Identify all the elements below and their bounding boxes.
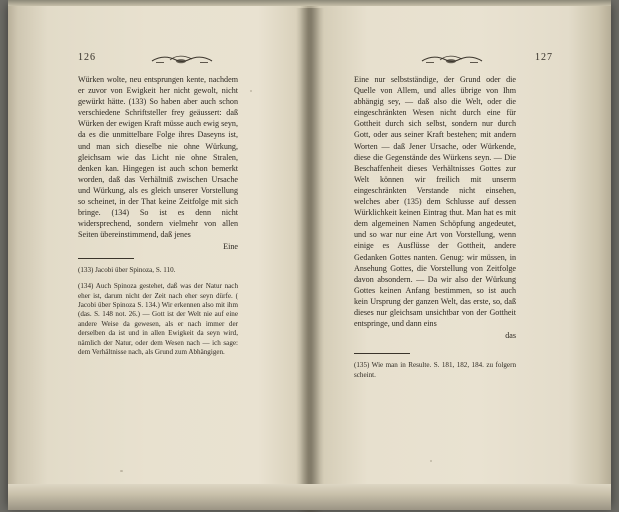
page-edge-bottom: [8, 484, 611, 510]
right-page-text-column: [354, 74, 516, 387]
catchword-left: Eine: [223, 242, 238, 252]
body-paragraph: Eine nur selbstständige, der Grund oder die Quelle von Allem, und alles übrige von Ihm abhängig sey, — daß also die Welt, oder die eingeschränkten Wesen nicht durch eine für Gottheit durch sich selbst, sondern nur durch Gott, oder aus seiner Kraft bestehen; mit andern Worten — daß Jener Ursache, oder Würkende, diese die Gegenstände des Würkens seyn. — Die Beschaffenheit dieses Verhältnisses Gottes zur Welt können wir freilich mit unserm eingeschränkten Verstande nicht einsehen, welches aber (135) dem Schlusse auf dessen Würklichkeit keinen Eintrag thut. Man hat es mit dem algemeinen Namen Schöpfung angedeutet, und so war nur eine Art von Vorstellung, wenn einige es Ausflüsse der Gottheit, andere Gedanken Gottes nanten. Genug: wir müssen, in Ansehung Gottes, die Vorstellung von Zeitfolge davon absondern. — Da wir also der Würkung Gottes keinen Anfang bestimmen, so ist auch kein Ursprung der ganzen Welt, das erste, so, daß dieses nur gleichsam unsichtbar von der Gottheit entspringe, und dann eins: [354, 75, 516, 329]
right-page: [324, 8, 619, 512]
leaf-ornament-icon-right: [420, 54, 484, 66]
catchword-right: das: [505, 331, 516, 341]
footnote-135: (135) Wie man in Resulte. S. 181, 182, 184. zu folgern scheint.: [354, 361, 516, 379]
open-book: [8, 4, 611, 508]
page-number-left: 126: [78, 52, 96, 63]
footnote-rule: [78, 258, 134, 259]
footnote-134: (134) Auch Spinoza gestehet, daß was der Natur nach eher ist, darum nicht der Zeit nach eher seyn dürfe. ( Jacobi über Spinoza S. 134.) Wir erkennen also mit ihm (das. S. 148 not. 26.) — Gott ist der Welt nie auf eine andere Weise da gewesen, als er nach immer der derselben da ist und in allen Ewigkeit da seyn wird, nämlich der Natur, oder dem Wesen nach — ich sage: dem Verhältnisse nach, als Grund zum Abhängigen.: [78, 282, 238, 356]
page-number-right: 127: [535, 52, 553, 63]
left-page: [16, 8, 304, 512]
paper-speckle: [430, 460, 432, 462]
body-paragraph: Würken wolte, neu entsprungen kente, nachdem er zuvor von Ewigkeit her nicht gewolt, nicht gewürkt hätte. (133) So haben aber auch schon verschiedene Schriftsteller frey geäussert: daß Würken der ewigen Kraft müsse auch ewig seyn, da es die unmittelbare Folge ihres Daseyns ist, und man sich dieselbe nie ohne Würkung, gleichsam wie das Licht nie ohne Stralen, denken kan. Hingegen ist auch schon bemerkt worden, daß das Verhältniß zwischen Ursache und Würkung, als es gleich unserer Vorstellung so scheinet, in der That keine Zeitfolge mit sich bringe. (134) So ist es denn nicht widersprechend, sondern vielmehr von allen Seiten übereinstimmend, daß jenes: [78, 75, 238, 240]
footnote-133: (133) Jacobi über Spinoza, S. 110.: [78, 265, 176, 274]
leaf-ornament-icon: [150, 54, 214, 66]
page-edge-top: [8, 0, 611, 6]
paper-speckle: [120, 470, 123, 472]
book-gutter: [296, 8, 324, 512]
paper-speckle: [250, 90, 252, 92]
left-page-text-column: [78, 74, 238, 364]
footnote-rule: [354, 353, 410, 354]
